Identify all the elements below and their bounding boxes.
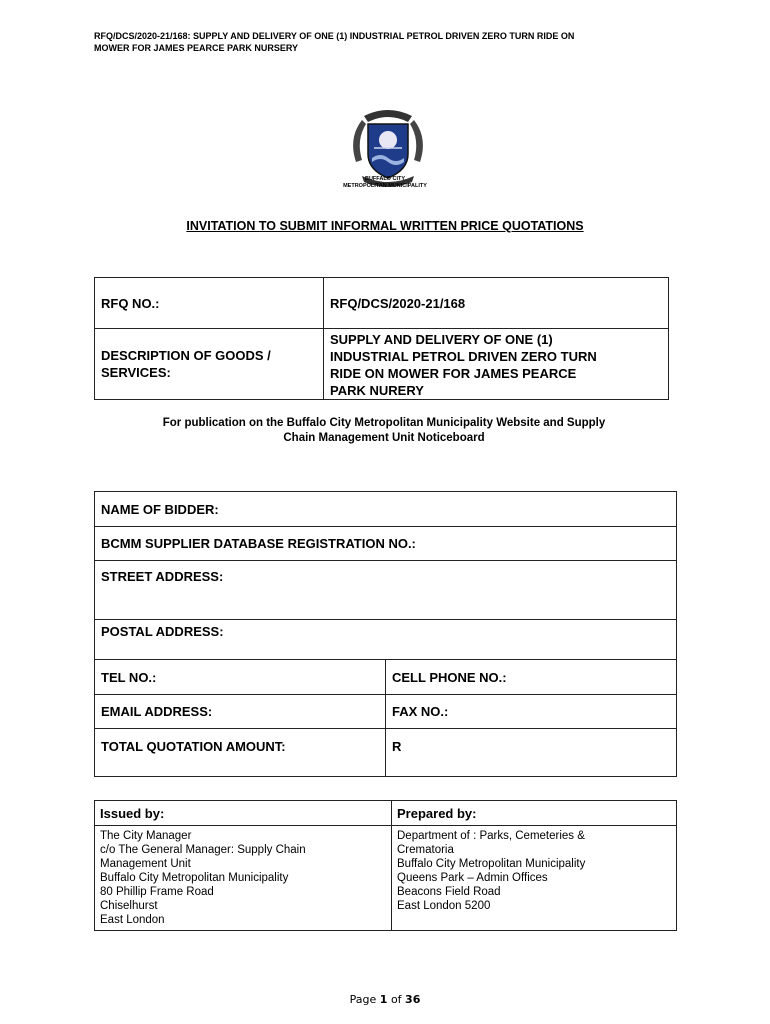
page-footer <box>0 993 770 1006</box>
postal-address-row <box>95 620 677 660</box>
address-line: East London <box>100 914 165 926</box>
page-total: 36 <box>405 993 421 1006</box>
prepared-by-address <box>392 826 677 931</box>
address-line: Queens Park – Admin Offices <box>397 872 548 884</box>
rfq-description-label: DESCRIPTION OF GOODS / SERVICES: <box>95 329 324 400</box>
rfq-description-value <box>324 329 669 400</box>
publication-line-1: For publication on the Buffalo City Metropolitan Municipality Website and Supply <box>162 417 606 429</box>
issued-body-row <box>95 826 677 931</box>
rfq-number-label: RFQ NO.: <box>95 278 324 329</box>
address-line: Crematoria <box>397 844 454 856</box>
issued-by-label: Issued by: <box>95 801 392 826</box>
bidder-name-row <box>95 492 677 527</box>
rfq-number-value: RFQ/DCS/2020-21/168 <box>324 278 669 329</box>
page-title: INVITATION TO SUBMIT INFORMAL WRITTEN PRICE QUOTATIONS <box>186 219 584 233</box>
bidder-details-table <box>94 491 677 777</box>
address-line: Buffalo City Metropolitan Municipality <box>100 872 289 884</box>
address-line: 80 Phillip Frame Road <box>100 886 214 898</box>
fax-label: FAX NO.: <box>386 695 677 729</box>
email-label: EMAIL ADDRESS: <box>95 695 386 729</box>
publication-note <box>94 416 674 446</box>
publication-line-2: Chain Management Unit Noticeboard <box>283 432 485 444</box>
rfq-description-line: INDUSTRIAL PETROL DRIVEN ZERO TURN <box>330 349 597 364</box>
logo-caption <box>320 176 450 190</box>
address-line: Department of : Parks, Cemeteries & <box>397 830 585 842</box>
postal-address-label: POSTAL ADDRESS: <box>95 620 677 660</box>
header-line-2: MOWER FOR JAMES PEARCE PARK NURSERY <box>94 43 299 53</box>
street-address-label: STREET ADDRESS: <box>95 561 677 620</box>
rfq-info-table <box>94 277 669 400</box>
address-line: Buffalo City Metropolitan Municipality <box>397 858 586 870</box>
address-line: East London 5200 <box>397 900 491 912</box>
address-line: c/o The General Manager: Supply Chain <box>100 844 306 856</box>
street-address-row <box>95 561 677 620</box>
bidder-name-label: NAME OF BIDDER: <box>95 492 677 527</box>
address-line: The City Manager <box>100 830 192 842</box>
rfq-description-line: SUPPLY AND DELIVERY OF ONE (1) <box>330 332 553 347</box>
logo-caption-line-1: BUFFALO CITY <box>364 176 406 182</box>
registration-label: BCMM SUPPLIER DATABASE REGISTRATION NO.: <box>95 527 677 561</box>
address-line: Beacons Field Road <box>397 886 501 898</box>
issued-by-address <box>95 826 392 931</box>
rfq-description-line: RIDE ON MOWER FOR JAMES PEARCE <box>330 366 577 381</box>
logo-caption-line-2: METROPOLITAN MUNICIPALITY <box>343 183 427 189</box>
prepared-by-label: Prepared by: <box>392 801 677 826</box>
page-word: Page <box>349 993 377 1006</box>
header-line-1: RFQ/DCS/2020-21/168: SUPPLY AND DELIVERY OF ONE (1) INDUSTRIAL PETROL DRIVEN ZERO TURN RIDE ON <box>94 31 575 41</box>
rfq-number-row <box>95 278 669 329</box>
total-amount-value: R <box>386 729 677 777</box>
rfq-description-row <box>95 329 669 400</box>
registration-row <box>95 527 677 561</box>
issued-header-row <box>95 801 677 826</box>
total-amount-label: TOTAL QUOTATION AMOUNT: <box>95 729 386 777</box>
document-header <box>94 30 674 54</box>
phone-row <box>95 660 677 695</box>
issued-prepared-table <box>94 800 677 931</box>
total-amount-row <box>95 729 677 777</box>
rfq-description-line: PARK NURERY <box>330 383 424 398</box>
address-line: Management Unit <box>100 858 191 870</box>
cell-phone-label: CELL PHONE NO.: <box>386 660 677 695</box>
address-line: Chiselhurst <box>100 900 158 912</box>
of-word: of <box>390 993 402 1006</box>
page-number: 1 <box>379 993 388 1006</box>
email-fax-row <box>95 695 677 729</box>
tel-label: TEL NO.: <box>95 660 386 695</box>
